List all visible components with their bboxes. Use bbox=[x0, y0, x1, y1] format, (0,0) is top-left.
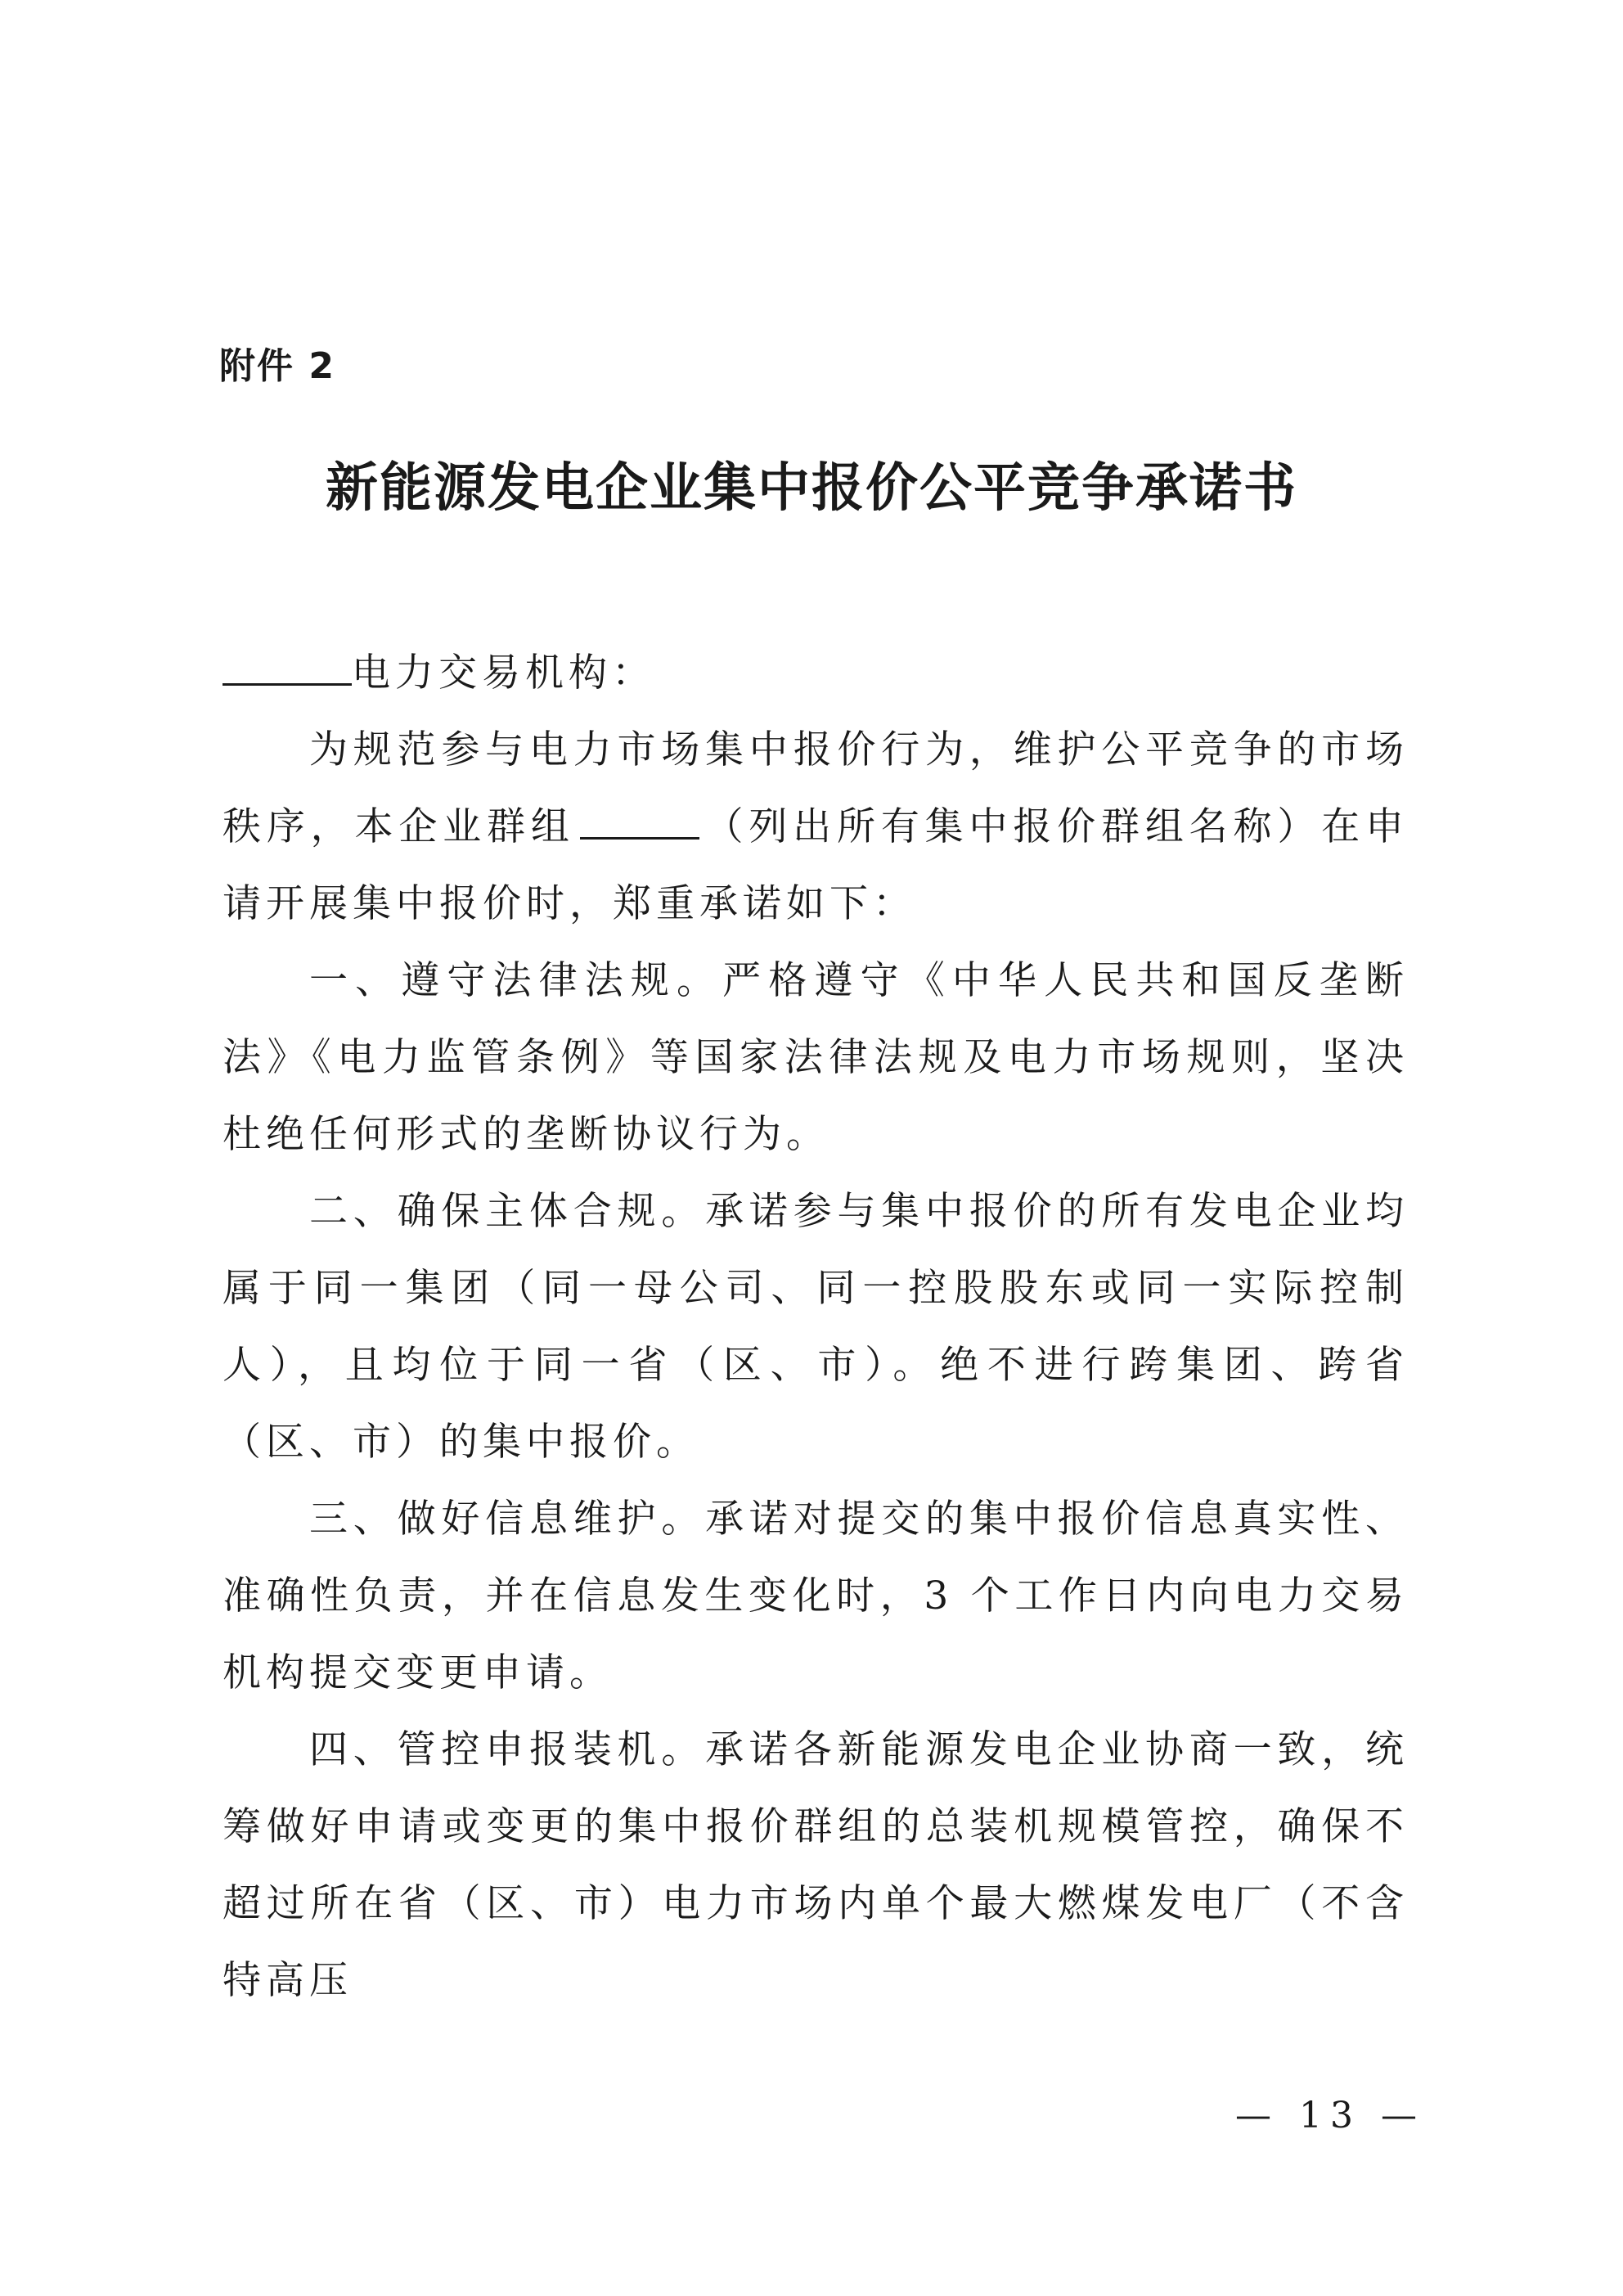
clause-2: 二、确保主体合规。承诺参与集中报价的所有发电企业均属于同一集团（同一母公司、同一控股股东或同一实际控制人），且均位于同一省（区、市）。绝不进行跨集团、跨省（区、市）的集中报价。 bbox=[223, 1189, 1409, 1465]
addressee-blank bbox=[223, 647, 352, 686]
intro-text-before: 为规范参与电力市场集中报价行为，维护公平竞争的市场秩序，本企业群组 bbox=[223, 727, 1409, 849]
clause-4: 四、管控申报装机。承诺各新能源发电企业协商一致，统筹做好申请或变更的集中报价群组的总装机规模管控，确保不超过所在省（区、市）电力市场内单个最大燃煤发电厂（不含特高压 bbox=[223, 1727, 1409, 2003]
clause-3: 三、做好信息维护。承诺对提交的集中报价信息真实性、准确性负责，并在信息发生变化时，3 个工作日内向电力交易机构提交变更申请。 bbox=[223, 1497, 1409, 1695]
group-name-blank bbox=[580, 801, 699, 840]
page-number: — 13 — bbox=[1235, 2095, 1425, 2136]
document-title: 新能源发电企业集中报价公平竞争承诺书 bbox=[326, 457, 1297, 519]
salutation-addressee: 电力交易机构： bbox=[352, 651, 655, 696]
salutation bbox=[223, 635, 1409, 712]
attachment-label: 附件 2 bbox=[219, 345, 335, 387]
clause-1: 一、遵守法律法规。严格遵守《中华人民共和国反垄断法》《电力监管条例》等国家法律法规及电力市场规则，坚决杜绝任何形式的垄断协议行为。 bbox=[223, 958, 1409, 1157]
document-body bbox=[223, 635, 1409, 2019]
intro-text-after: （列出所有集中报价群组名称）在申请开展集中报价时，郑重承诺如下： bbox=[223, 804, 1409, 926]
intro-paragraph bbox=[223, 712, 1409, 943]
